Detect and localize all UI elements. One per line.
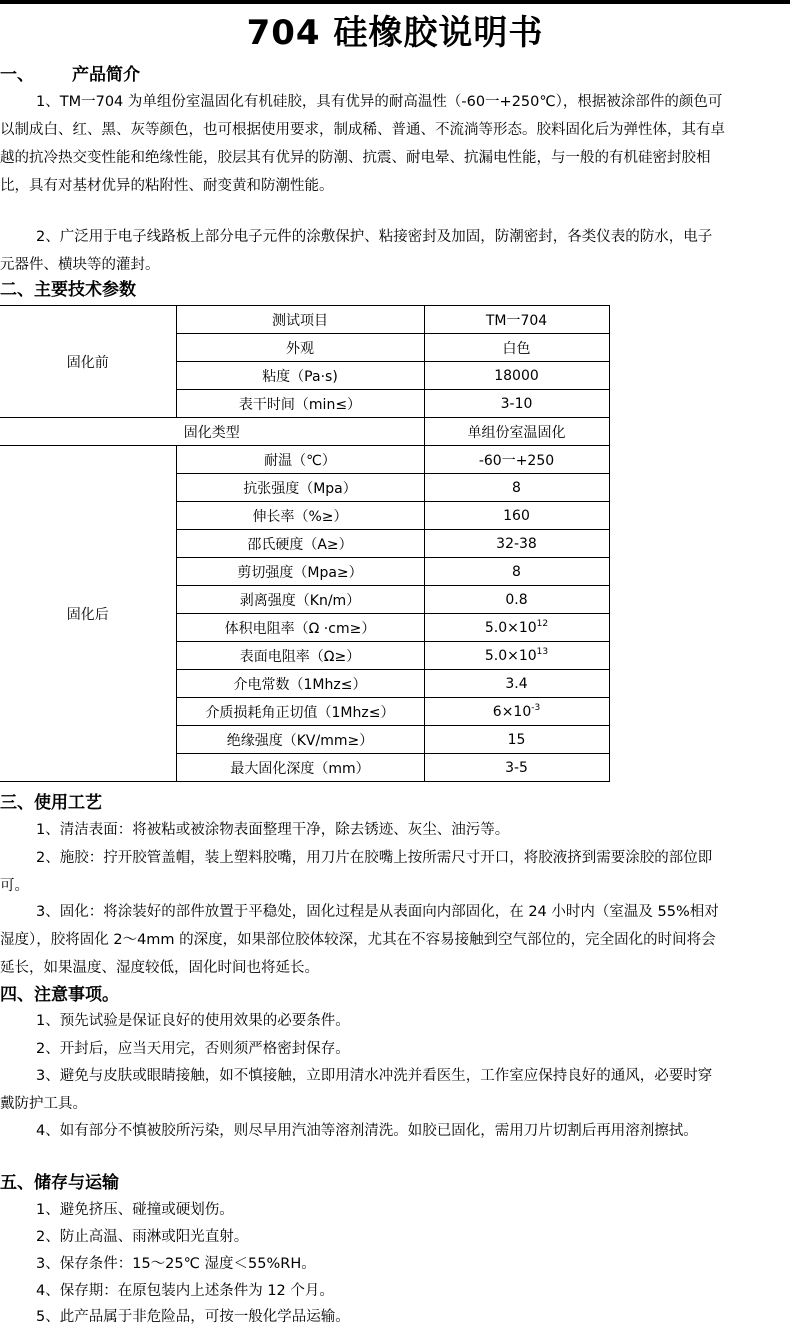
document-title: 704 硅橡胶说明书	[246, 13, 544, 53]
section-5-item-5: 5、此产品属于非危险品，可按一般化学品运输。	[36, 1309, 350, 1325]
item-cell: 粘度（Pa·s)	[176, 362, 424, 390]
section-5-item-2: 2、防止高温、雨淋或阳光直射。	[36, 1229, 249, 1245]
section-1-paragraph-1: 1、TM一704 为单组份室温固化有机硅胶，具有优异的耐高温性（-60一+250℃），根据被涂部件的颜色可以制成白、红、黑、灰等颜色，也可根据使用要求，制成稀、普通、不流淌等形态。胶料固化后为弹性体，其有卓越的抗冷热交变性能和绝缘性能，胶层其有优异的防潮、抗震、耐电晕、抗漏电性能，与一般的有机硅密封胶相比，具有对基材优异的粘附性、耐变黄和防潮性能。	[0, 94, 725, 194]
value-cell: 15	[424, 726, 609, 754]
item-cell: 表干时间（min≤）	[176, 390, 424, 418]
section-1-title: 产品简介	[72, 65, 140, 85]
item-cell: 抗张强度（Mpa）	[176, 474, 424, 502]
section-3-heading: 三、使用工艺	[0, 793, 102, 813]
item-cell: 耐温（℃）	[176, 446, 424, 474]
item-cell: 剥离强度（Kn/m）	[176, 586, 424, 614]
value-cell	[424, 642, 609, 670]
group-after-cell: 固化后	[0, 446, 176, 782]
section-4-paragraph-4: 4、如有部分不慎被胶所污染，则尽早用汽油等溶剂清洗。如胶已固化，需用刀片切割后再用溶剂擦拭。	[36, 1123, 698, 1139]
item-cell: 剪切强度（Mpa≥）	[176, 558, 424, 586]
spec-table	[0, 305, 610, 782]
value-cell: 0.8	[424, 586, 609, 614]
item-cell: 最大固化深度（mm）	[176, 754, 424, 782]
header-model-cell: TM一704	[424, 306, 609, 334]
item-cell: 介电常数（1Mhz≤）	[176, 670, 424, 698]
value-cell: 160	[424, 502, 609, 530]
table-row	[0, 446, 609, 474]
section-4-heading: 四、注意事项。	[0, 985, 119, 1005]
section-4-paragraph-3: 3、避免与皮肤或眼睛接触，如不慎接触，立即用清水冲洗并看医生，工作室应保持良好的通风，必要时穿戴防护工具。	[0, 1068, 713, 1112]
table-row	[0, 306, 609, 334]
section-5-item-3: 3、保存条件：15～25℃ 湿度＜55%RH。	[36, 1256, 316, 1272]
item-cell: 表面电阻率（Ω≥）	[176, 642, 424, 670]
section-4-paragraph-1: 1、预先试验是保证良好的使用效果的必要条件。	[36, 1013, 350, 1029]
value-base: 5.0×10	[484, 647, 537, 664]
top-rule	[0, 0, 790, 4]
value-exponent: 12	[536, 618, 549, 629]
section-5-heading: 五、储存与运输	[0, 1173, 119, 1193]
section-3-paragraph-3: 3、固化：将涂装好的部件放置于平稳处，固化过程是从表面向内部固化，在 24 小时内（室温及 55%相对湿度），胶将固化 2～4mm 的深度，如果部位胶体较深，尤其在不容易接触到空气部位的，完全固化的时间将会延长，如果温度、湿度较低，固化时间也将延长。	[0, 904, 719, 976]
value-cell: 3.4	[424, 670, 609, 698]
value-cell: 3-5	[424, 754, 609, 782]
item-cell: 邵氏硬度（A≥）	[176, 530, 424, 558]
value-base: 5.0×10	[484, 619, 537, 636]
header-item-cell: 测试项目	[176, 306, 424, 334]
item-cell: 介质损耗角正切值（1Mhz≤）	[176, 698, 424, 726]
section-5-item-4: 4、保存期：在原包装内上述条件为 12 个月。	[36, 1283, 334, 1299]
value-exponent: -3	[531, 702, 541, 713]
section-3-paragraph-2: 2、施胶：拧开胶管盖帽，装上塑料胶嘴，用刀片在胶嘴上按所需尺寸开口，将胶液挤到需要涂胶的部位即可。	[0, 850, 713, 894]
section-1-number: 一、	[0, 65, 34, 85]
value-cell	[424, 698, 609, 726]
cure-type-value-cell: 单组份室温固化	[424, 418, 609, 446]
group-before-cell: 固化前	[0, 306, 176, 418]
value-cell: 白色	[424, 334, 609, 362]
section-2-heading: 二、主要技术参数	[0, 280, 136, 300]
table-row	[0, 418, 609, 446]
item-cell: 伸长率（%≥）	[176, 502, 424, 530]
section-1-heading	[0, 63, 140, 87]
value-cell	[424, 614, 609, 642]
cure-type-label-cell: 固化类型	[0, 418, 424, 446]
value-cell: 3-10	[424, 390, 609, 418]
value-cell: 8	[424, 558, 609, 586]
value-cell: 32-38	[424, 530, 609, 558]
value-cell: -60一+250	[424, 446, 609, 474]
section-3-paragraph-1: 1、清洁表面：将被粘或被涂物表面整理干净，除去锈迹、灰尘、油污等。	[36, 822, 510, 838]
value-cell: 18000	[424, 362, 609, 390]
item-cell: 外观	[176, 334, 424, 362]
value-base: 6×10	[492, 703, 532, 720]
item-cell: 绝缘强度（KV/mm≥）	[176, 726, 424, 754]
section-4-paragraph-2: 2、开封后，应当天用完，否则须严格密封保存。	[36, 1041, 350, 1057]
item-cell: 体积电阻率（Ω ·cm≥）	[176, 614, 424, 642]
value-exponent: 13	[536, 646, 549, 657]
section-5-item-1: 1、避免挤压、碰撞或硬划伤。	[36, 1202, 234, 1218]
section-1-paragraph-2: 2、广泛用于电子线路板上部分电子元件的涂敷保护、粘接密封及加固，防潮密封，各类仪表的防水，电子元器件、横块等的灌封。	[0, 229, 713, 273]
value-cell: 8	[424, 474, 609, 502]
